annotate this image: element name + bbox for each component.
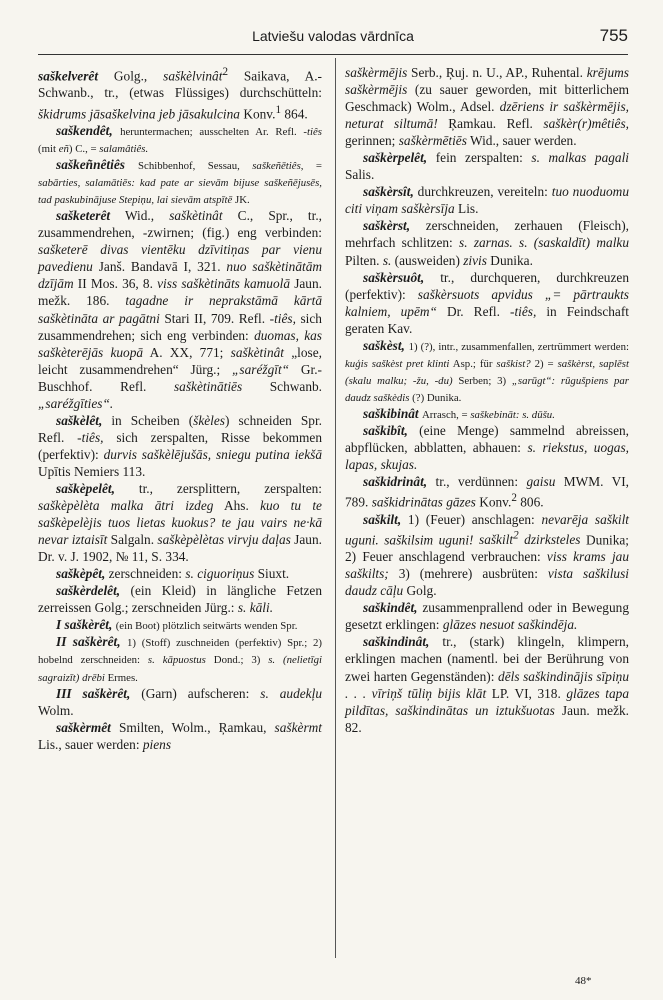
header-rule (38, 54, 628, 55)
dictionary-entry: saškèrsuôt, tr., durchqueren, durchkreuzen (perfektiv): saškèrsuots apvidus „= pārtraukts kalniem, upēm“ Dr. Refl. -tiês, in Feindschaft geraten Kav. (345, 269, 629, 336)
dictionary-entry: saškèrpelêt, fein zerspalten: s. malkas pagali Salis. (345, 150, 629, 183)
dictionary-entry: saškindinât, tr., (stark) klingeln, klimpern, erklingen machen (namentl. bei der Berührung von zwei harten Gegenständen): dēls saškindinājis sīpiņu . . . vīriņš tūliņ bijis klāt LP. VI, 318. glāzes tapa pildītas, saškindinātas un iztukšuotas Jaun. mežk. 82. (345, 634, 629, 735)
dictionary-entry: I saškèrêt, (ein Boot) plötzlich seitwärts wenden Spr. (56, 617, 298, 633)
dictionary-entry: saškibinât Arrasch, = saškebināt: s. dūšu. (363, 405, 555, 421)
dictionary-entry: II saškèrêt, 1) (Stoff) zuschneiden (perfektiv) Spr.; 2) hobelnd zerschneiden: s. kāpuostus Dond.; 3) s. (nelietīgi sagraizīt) drēbi Ermes. (38, 634, 322, 684)
dictionary-entry: saškèrmējis Serb., Ŗuj. n. U., AP., Ruhental. krējums saškèrmējis (zu sauer geworden, mit bitterlichem Geschmack) Wolm., Adsel. dzēriens ir saškèrmējis, neturat siltumā! Ŗamkau. Refl. saškèr(r)mêtiês, gerinnen; saškèrmētiēs Wid., sauer werden. (345, 65, 629, 149)
dictionary-entry: saškèrsît, durchkreuzen, vereiteln: tuo nuoduomu citi viņam saškèrsīja Lis. (345, 184, 629, 217)
dictionary-entry: saškèrmêt Smilten, Wolm., Ŗamkau, saškèrmt Lis., sauer werden: piens (38, 719, 322, 752)
dictionary-entry: saškèst, 1) (?), intr., zusammenfallen, zertrümmert werden: kuģis saškèst pret klinti Asp.; für saškist? 2) = saškèrst, saplēst (skalu malku; -žu, -du) Serben; 3) „sarūgt“: rūgušpiens par daudz saškèdis (?) Dunika. (345, 337, 629, 404)
dictionary-entry: sašketerêt Wid., saškètinât C., Spr., tr., zusammendrehen, -zwirnen; (fig.) eng verbinden: sašketerē divas vientēku dzīvitiņas par vienu pavedienu Janš. Bandavā I, 321. nuo saškètinātām dzījām II Mos. 36, 8. viss saškètināts kamuolā Jaun. mežk. 186. tagadne ir neprakstāmā kārtā saškètināta ar pagātni Stari II, 709. Refl. -tiês, sich zusammendrehen; sich eng verbinden: duomas, kas saškèterējās kuopā A. XX, 771; saškètinât „lose, leicht zusammendrehen“ Jürg.; „saréžgīt“ Gr.-Buschhof. Refl. saškètinātiēs Schwanb. „saréžgīties“. (38, 208, 323, 411)
dictionary-entry: saškèrdelêt, (ein Kleid) in längliche Fetzen zerreissen Golg.; zerschneiden Jürg.: s. kāli. (38, 583, 322, 616)
dictionary-entry: saškèlêt, in Scheiben (škèles) schneiden Spr. Refl. -tiês, sich zerspalten, Risse bekommen (perfektiv): durvis saškèlējušās, sniegu putina iekšā Upītis Nemiers 113. (38, 412, 323, 479)
dictionary-entry: III saškèrêt, (Garn) aufscheren: s. audekļu Wolm. (38, 685, 322, 718)
dictionary-entry: saškelverêt Golg., saškèlvinât$^2$ Saikava, A.-Schwanb., tr., (etwas Flüssiges) durchschütteln: škidrums jāsaškelvina jeb jāsakulcina Konv.$^1$ 864. (38, 66, 322, 121)
right-column (345, 64, 629, 736)
dictionary-entry: saškidrinât, tr., verdünnen: gaisu MWM. VI, 789. saškidrinātas gāzes Konv.$^2$ 806. (345, 474, 629, 510)
dictionary-entry: saškèrst, zerschneiden, zerhauen (Fleisch), mehrfach schlitzen: s. zarnas. s. (saskaldīt) malku Pilten. s. (ausweiden) zivis Dunika. (345, 218, 629, 268)
dictionary-entry: saškindêt, zusammenprallend oder in Bewegung gesetzt erklingen: glāzes nesuot saškindēja. (345, 600, 629, 633)
dictionary-entry: saškeñnêtiês Schibbenhof, Sessau, saškeñētiês, = sabārties, salamātiēs: kad pate ar sievām bijuse saškeñējusēs, tad paskubinājuse Stepiņu, lai sievām atspītē JK. (38, 157, 323, 207)
left-column (38, 64, 322, 753)
signature-mark: 48* (575, 975, 592, 987)
dictionary-entry: saškendêt, heruntermachen; ausschelten Ar. Refl. -tiês (mit eñ) C., = salamâtiês. (38, 123, 323, 156)
column-divider (335, 58, 336, 958)
page-header (38, 28, 628, 50)
running-title: Latviešu valodas vārdnīca (252, 28, 414, 44)
dictionary-entry: saškibît, (eine Menge) sammelnd abreissen, abpflücken, abblatten, abhauen: s. riekstus, uogas, lapas, skujas. (345, 422, 629, 473)
page-number: 755 (599, 26, 628, 45)
dictionary-entry: saškèpelêt, tr., zersplittern, zerspalten: saškèpèlèta malka ātri izdeg Ahs. kuo tu te saškèpelèjis tuos lietas kuokus? te jau vairs ne·kā nevar iztaisīt Salgaln. saškèpèlètas virvju daļas Jaun. Dr. v. J. 1902, № 11, S. 334. (38, 481, 322, 565)
dictionary-entry: saškèpêt, zerschneiden: s. ciguoriņus Siuxt. (56, 566, 290, 582)
dictionary-entry: saškilt, 1) (Feuer) anschlagen: nevarēja saškilt uguni. saškilsim uguni! saškilt$^2$ dzirksteles Dunika; 2) Feuer anschlagend verbrauchen: viss krams jau saškilts; 3) (mehrere) ausbrüten: vista saškilusi daudz cāļu Golg. (345, 511, 630, 599)
